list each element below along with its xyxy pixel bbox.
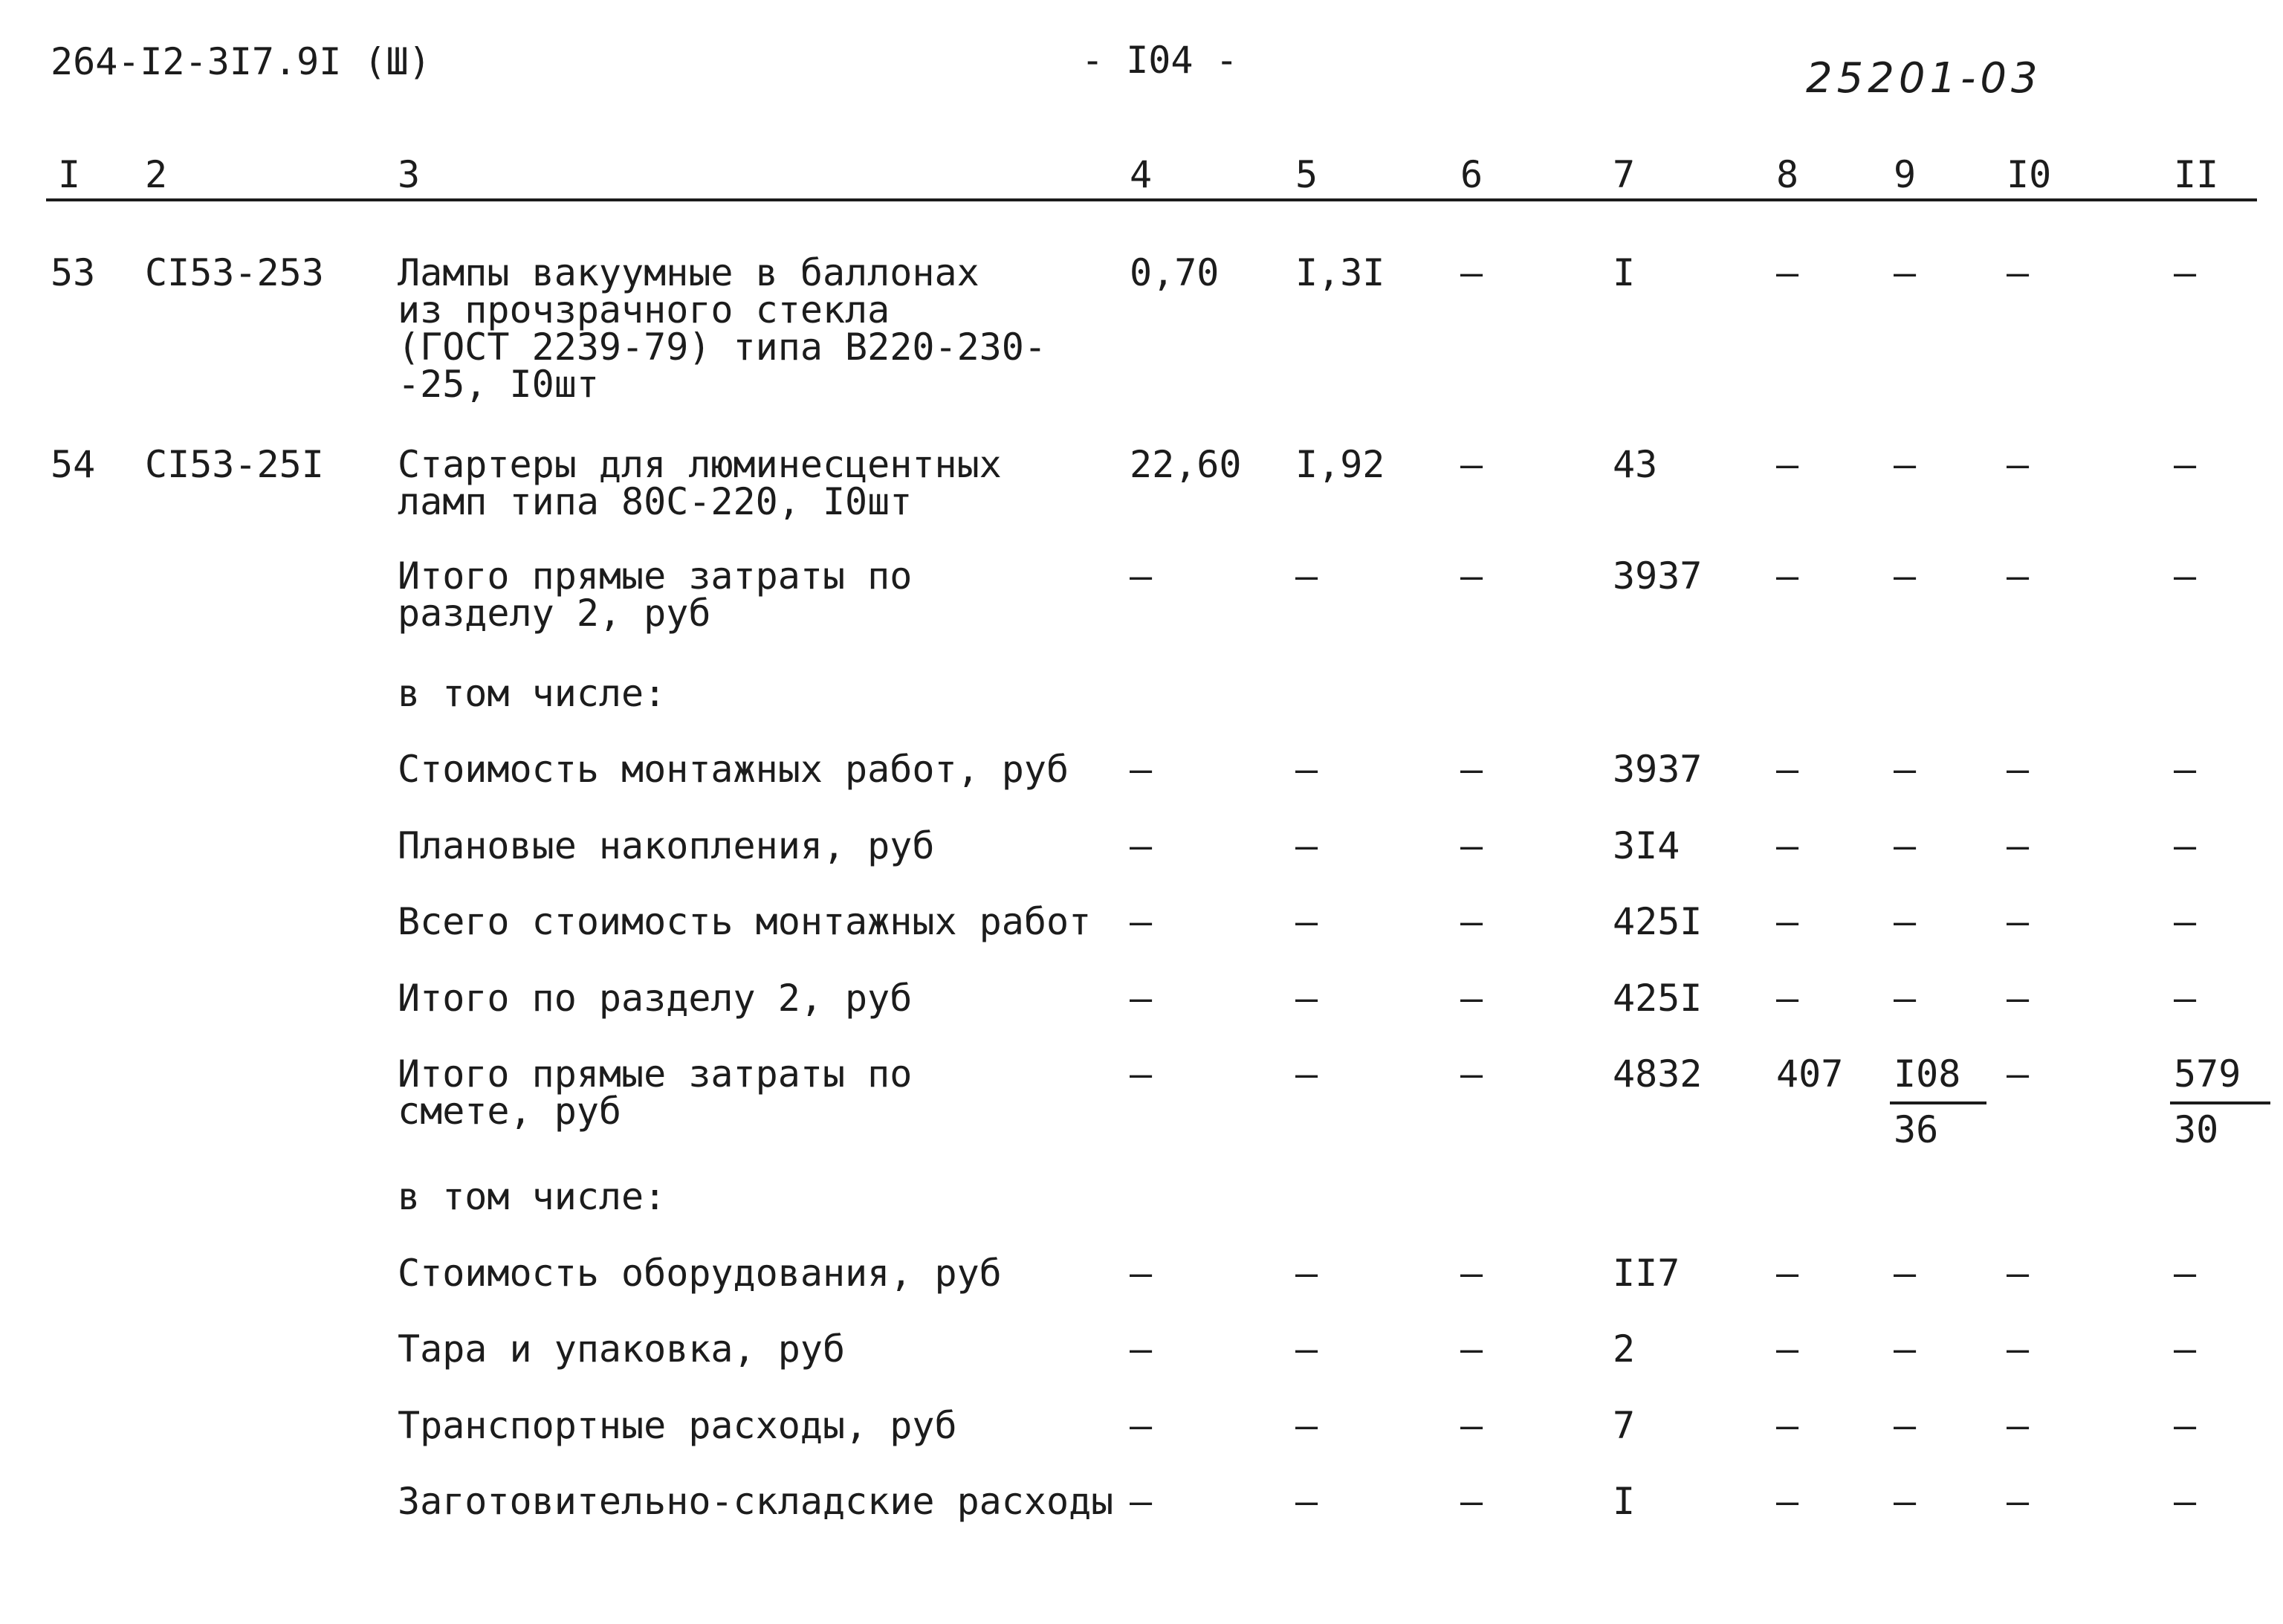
cell-col-5: – [1295,554,1318,598]
cell-col-4: – [1130,1052,1153,1096]
cell-col-9: – [1894,1480,1917,1523]
item-description-line: Стоимость монтажных работ, руб [398,748,1069,791]
cell-col-6: – [1460,1480,1483,1523]
cell-col-4: 0,70 [1130,251,1220,294]
cell-col-10: – [2007,1404,2030,1447]
cell-col-9: – [1894,748,1917,791]
cell-col-8: – [1776,1252,1799,1295]
cell-col-7: I [1613,1480,1636,1523]
cell-col-11: – [2174,900,2197,943]
cell-col-4: – [1130,1327,1153,1371]
item-description-line: Тара и упаковка, руб [398,1327,846,1371]
item-description-line: ламп типа 80С-220, I0шт [398,480,913,523]
cell-col-11: – [2174,977,2197,1020]
cell-col-5: – [1295,1327,1318,1371]
cell-col-11: – [2174,443,2197,486]
cell-col-6: – [1460,554,1483,598]
cell-col-6: – [1460,251,1483,294]
cell-col-6: – [1460,1052,1483,1096]
cell-col-5: – [1295,1252,1318,1295]
cell-col-7: I [1613,251,1636,294]
cell-col-5: – [1295,1404,1318,1447]
row-number: 53 [51,251,96,294]
item-description-line: Заготовительно-складские расходы [398,1480,1114,1523]
cell-col-4: – [1130,1252,1153,1295]
cell-col-11: – [2174,1327,2197,1371]
cell-col-6: – [1460,1252,1483,1295]
item-description-line: Итого по разделу 2, руб [398,977,913,1020]
cell-col-7: 3937 [1613,748,1703,791]
item-description-line: Стартеры для люминесцентных [398,443,1002,486]
cell-col-10: – [2007,748,2030,791]
column-number: 6 [1460,153,1483,196]
column-number: 7 [1613,153,1636,196]
cell-col-6: – [1460,824,1483,867]
cell-col-11: – [2174,748,2197,791]
cell-col-6: – [1460,1327,1483,1371]
cell-col-10: – [2007,1480,2030,1523]
cell-col-8: – [1776,1327,1799,1371]
cell-col-11: – [2174,251,2197,294]
cell-col-5: – [1295,1052,1318,1096]
column-number: 8 [1776,153,1799,196]
cell-col-9: – [1894,251,1917,294]
cell-col-8: – [1776,251,1799,294]
cell-col-4: – [1130,554,1153,598]
cell-col-5: – [1295,748,1318,791]
item-code: CI53-253 [145,251,324,294]
cell-col-4: – [1130,1480,1153,1523]
cell-col-8: – [1776,748,1799,791]
cell-col-6: – [1460,1404,1483,1447]
cell-col-9: – [1894,1327,1917,1371]
cell-col-8: – [1776,1404,1799,1447]
cell-col-10: – [2007,554,2030,598]
cell-col-9: – [1894,900,1917,943]
cell-col-11: 579 [2174,1052,2241,1096]
column-number: II [2174,153,2219,196]
cell-col-9: – [1894,977,1917,1020]
cell-col-9: – [1894,443,1917,486]
item-description-line: смете, руб [398,1090,622,1133]
cell-col-6: – [1460,443,1483,486]
cell-col-9: – [1894,554,1917,598]
cell-col-10: – [2007,1052,2030,1096]
cell-col-9: – [1894,1404,1917,1447]
cell-col-10: – [2007,824,2030,867]
fraction-line [1890,1101,1986,1104]
cell-col-4: 22,60 [1130,443,1242,486]
cell-col-5: – [1295,824,1318,867]
cell-col-8: – [1776,1480,1799,1523]
cell-col-4: – [1130,824,1153,867]
page-number: - I04 - [1081,39,1238,82]
item-description-line: Лампы вакуумные в баллонах [398,251,979,294]
cell-col-11: – [2174,1252,2197,1295]
cell-col-9: I08 [1894,1052,1961,1096]
cell-col-7: 425I [1613,977,1703,1020]
cell-col-7: II7 [1613,1252,1680,1295]
cell-col-11: – [2174,824,2197,867]
cell-col-8: – [1776,443,1799,486]
cell-col-5: I,3I [1295,251,1385,294]
item-description-line: Итого прямые затраты по [398,554,913,598]
item-description-line: в том числе: [398,1175,667,1218]
cell-col-6: – [1460,748,1483,791]
header-rule [46,198,2257,201]
cell-col-6: – [1460,900,1483,943]
cell-col-4: – [1130,748,1153,791]
cell-col-5: – [1295,900,1318,943]
cell-col-10: – [2007,443,2030,486]
column-number: 2 [145,153,168,196]
item-code: CI53-25I [145,443,324,486]
cell-col-7: 4832 [1613,1052,1703,1096]
cell-col-7: 3I4 [1613,824,1680,867]
column-number: 9 [1894,153,1917,196]
cell-col-9: – [1894,824,1917,867]
column-number: I [58,153,81,196]
cell-col-6: – [1460,977,1483,1020]
item-description-line: в том числе: [398,672,667,715]
item-description-line: Всего стоимость монтажных работ [398,900,1092,943]
item-description-line: -25, I0шт [398,363,599,406]
cell-col-4: – [1130,1404,1153,1447]
cell-col-10: – [2007,1252,2030,1295]
cell-col-5: I,92 [1295,443,1385,486]
item-description-line: Плановые накопления, руб [398,824,935,867]
cell-col-9: – [1894,1252,1917,1295]
cell-col-8: – [1776,900,1799,943]
column-number: I0 [2007,153,2052,196]
cell-col-5: – [1295,1480,1318,1523]
cell-col-10: – [2007,900,2030,943]
cell-col-8: – [1776,554,1799,598]
item-description-line: разделу 2, руб [398,592,711,635]
cell-col-10: – [2007,977,2030,1020]
column-number: 4 [1130,153,1153,196]
item-description-line: Стоимость оборудования, руб [398,1252,1002,1295]
cell-col-7: 2 [1613,1327,1636,1371]
cell-col-5: – [1295,977,1318,1020]
cell-col-10: – [2007,251,2030,294]
cell-col-9-lower: 36 [1894,1108,1939,1151]
item-description-line: из прочзрачного стекла [398,288,890,331]
cell-col-4: – [1130,977,1153,1020]
cell-col-4: – [1130,900,1153,943]
cell-col-8: 407 [1776,1052,1844,1096]
column-number: 3 [398,153,421,196]
cell-col-10: – [2007,1327,2030,1371]
cell-col-11: – [2174,554,2197,598]
item-description-line: Транспортные расходы, руб [398,1404,957,1447]
row-number: 54 [51,443,96,486]
cell-col-7: 43 [1613,443,1658,486]
column-number: 5 [1295,153,1318,196]
cell-col-11: – [2174,1404,2197,1447]
handwritten-stamp: 25201-03 [1806,54,2042,103]
item-description-line: (ГОСТ 2239-79) типа В220-230- [398,326,1046,369]
cell-col-7: 425I [1613,900,1703,943]
cell-col-7: 3937 [1613,554,1703,598]
cell-col-7: 7 [1613,1404,1636,1447]
cell-col-8: – [1776,977,1799,1020]
cell-col-11-lower: 30 [2174,1108,2219,1151]
item-description-line: Итого прямые затраты по [398,1052,913,1096]
fraction-line [2170,1101,2270,1104]
document-code: 264-I2-3I7.9I (Ш) [51,40,431,83]
cell-col-8: – [1776,824,1799,867]
cell-col-11: – [2174,1480,2197,1523]
